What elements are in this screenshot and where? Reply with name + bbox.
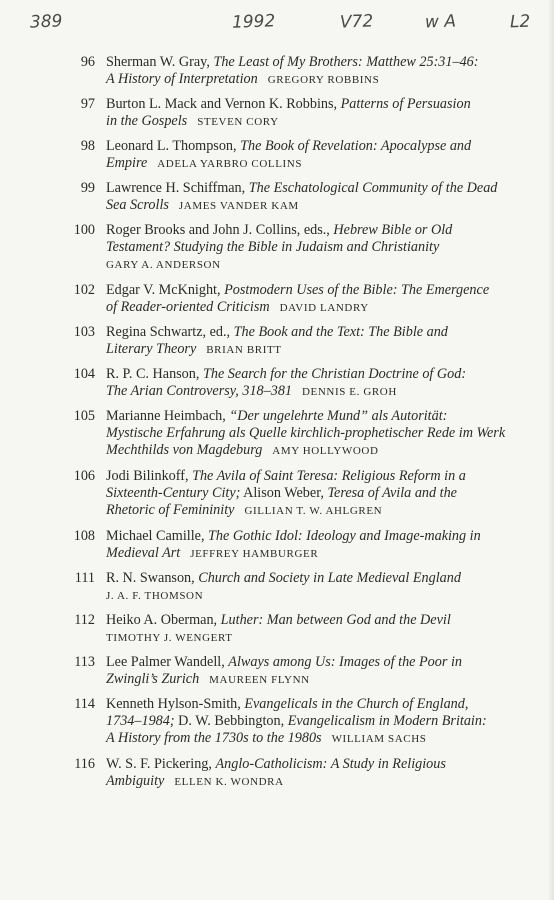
reviewer-name: GARY A. ANDERSON <box>106 259 221 271</box>
entry-line <box>106 773 536 791</box>
entry-page-number: 112 <box>74 612 95 628</box>
book-title: Luther: Man between God and the Devil <box>220 612 451 628</box>
book-author: W. S. F. Pickering, <box>106 756 216 772</box>
handwritten-note: V72 <box>339 11 374 33</box>
entry-page-number: 102 <box>73 282 95 298</box>
reviewer-name: TIMOTHY J. WENGERT <box>106 632 233 644</box>
book-title: The Gothic Idol: Ideology and Image-making in <box>208 528 481 544</box>
book-title: Literary Theory <box>106 341 197 357</box>
reviewer-name: BRIAN BRITT <box>206 344 282 356</box>
entry-line <box>106 113 536 131</box>
entry-line <box>106 629 536 647</box>
book-title: Teresa of Avila and the <box>327 485 457 501</box>
reviewer-name: STEVEN CORY <box>197 116 279 128</box>
entry-page-number: 116 <box>74 756 95 772</box>
entry-page-number: 103 <box>73 324 95 340</box>
entry-line <box>106 612 536 629</box>
reviewer-name: JEFFREY HAMBURGER <box>190 548 319 560</box>
entry-line <box>106 324 536 341</box>
handwritten-note: L2 <box>509 11 531 33</box>
book-title: Empire <box>106 155 148 171</box>
book-title: Medieval Art <box>106 545 181 561</box>
reviewer-name: AMY HOLLYWOOD <box>272 445 379 457</box>
entry-line <box>106 696 536 713</box>
book-title: Evangelicalism in Modern Britain: <box>287 713 487 729</box>
book-title: A History of Interpretation <box>106 71 258 87</box>
entry-line <box>106 383 536 401</box>
reviewer-name: MAUREEN FLYNN <box>209 674 310 686</box>
entry-text <box>106 138 536 173</box>
entry-text <box>106 222 536 274</box>
entry-line <box>106 570 536 587</box>
entry-line <box>106 180 536 197</box>
entry-text <box>106 96 536 131</box>
entry-page-number: 97 <box>80 96 95 112</box>
book-author: Michael Camille, <box>106 528 209 544</box>
book-title: Mechthilds von Magdeburg <box>106 442 263 458</box>
book-title: Mystische Erfahrung als Quelle kirchlich-prophetischer Rede im Werk <box>106 425 506 441</box>
entry-line <box>106 654 536 671</box>
book-author: R. P. C. Hanson, <box>106 366 203 382</box>
entry-line <box>106 442 536 460</box>
book-author: Marianne Heimbach, <box>106 408 230 424</box>
book-author: R. N. Swanson, <box>106 570 199 586</box>
entry-line <box>106 299 536 317</box>
book-author: Heiko A. Oberman, <box>106 612 221 628</box>
handwritten-note: w A <box>424 11 457 33</box>
book-author: Roger Brooks and John J. Collins, eds., <box>106 222 334 238</box>
book-title: 1734–1984; <box>106 713 175 729</box>
reviewer-name: J. A. F. THOMSON <box>106 590 204 602</box>
entry-text <box>106 324 536 359</box>
book-title: Sea Scrolls <box>106 197 169 213</box>
entry-line <box>106 528 536 545</box>
entry-line <box>106 54 536 71</box>
reviewer-name: DAVID LANDRY <box>279 302 369 314</box>
book-author: Lawrence H. Schiffman, <box>106 180 249 196</box>
entry-text <box>106 54 536 89</box>
entry-line <box>106 366 536 383</box>
book-author: Sherman W. Gray, <box>106 54 214 70</box>
book-author: Lee Palmer Wandell, <box>106 654 229 670</box>
entry-line <box>106 256 536 274</box>
book-title: The Least of My Brothers: Matthew 25:31–46: <box>213 54 479 70</box>
book-title: Evangelicals in the Church of England, <box>244 696 469 712</box>
entry-page-number: 113 <box>74 654 95 670</box>
entry-line <box>106 502 536 520</box>
book-title: Church and Society in Late Medieval England <box>198 570 461 586</box>
entry-text <box>106 654 536 689</box>
book-title: The Book and the Text: The Bible and <box>233 324 448 340</box>
reviewer-name: ADELA YARBRO COLLINS <box>157 158 303 170</box>
reviewer-name: GILLIAN T. W. AHLGREN <box>244 505 383 517</box>
book-author: Burton L. Mack and Vernon K. Robbins, <box>106 96 341 112</box>
reviewer-name: DENNIS E. GROH <box>302 386 397 398</box>
entry-line <box>106 239 536 256</box>
book-author: Kenneth Hylson-Smith, <box>106 696 245 712</box>
book-title: The Eschatological Community of the Dead <box>248 180 498 196</box>
reviewer-name: JAMES VANDER KAM <box>178 200 299 212</box>
book-title: Zwingli’s Zurich <box>106 671 200 687</box>
book-title: Sixteenth-Century City; <box>106 485 241 501</box>
entry-page-number: 114 <box>74 696 95 712</box>
entry-line <box>106 71 536 89</box>
book-author: Edgar V. McKnight, <box>106 282 225 298</box>
entry-page-number: 111 <box>74 570 95 586</box>
book-title: The Search for the Christian Doctrine of God: <box>202 366 467 382</box>
entry-line <box>106 671 536 689</box>
entry-line <box>106 138 536 155</box>
entry-page-number: 105 <box>73 408 95 424</box>
reviewer-name: WILLIAM SACHS <box>331 733 427 745</box>
entry-text <box>106 366 536 401</box>
book-title: Always among Us: Images of the Poor in <box>228 654 462 670</box>
entry-page-number: 96 <box>80 54 95 70</box>
book-title: The Avila of Saint Teresa: Religious Reform in a <box>192 468 466 484</box>
entry-line <box>106 408 536 425</box>
book-author: D. W. Bebbington, <box>174 713 288 729</box>
entry-page-number: 99 <box>80 180 95 196</box>
entry-page-number: 108 <box>73 528 95 544</box>
book-author: Leonard L. Thompson, <box>106 138 241 154</box>
page-edge-shadow <box>548 0 554 900</box>
entry-line <box>106 282 536 299</box>
book-title: Rhetoric of Femininity <box>106 502 235 518</box>
entry-text <box>106 756 536 791</box>
entry-line <box>106 468 536 485</box>
entry-text <box>106 696 536 748</box>
book-title: Hebrew Bible or Old <box>333 222 453 238</box>
book-title: The Book of Revelation: Apocalypse and <box>240 138 472 154</box>
reviewer-name: ELLEN K. WONDRA <box>174 776 284 788</box>
handwritten-note: 1992 <box>231 11 276 33</box>
entry-page-number: 98 <box>80 138 95 154</box>
entry-line <box>106 197 536 215</box>
entry-line <box>106 713 536 730</box>
entry-line <box>106 485 536 502</box>
entry-line <box>106 155 536 173</box>
entry-line <box>106 425 536 442</box>
entry-line <box>106 222 536 239</box>
book-author: Alison Weber, <box>240 485 328 501</box>
entry-line <box>106 341 536 359</box>
entry-line <box>106 545 536 563</box>
entry-text <box>106 282 536 317</box>
entry-line <box>106 756 536 773</box>
entry-text <box>106 528 536 563</box>
book-title: Postmodern Uses of the Bible: The Emergence <box>224 282 490 298</box>
book-author: Regina Schwartz, ed., <box>106 324 234 340</box>
entry-page-number: 106 <box>73 468 95 484</box>
entry-page-number: 100 <box>73 222 95 238</box>
entry-text <box>106 570 536 605</box>
book-title: “Der ungelehrte Mund” als Autorität: <box>229 408 448 424</box>
handwritten-note: 389 <box>29 11 63 33</box>
entry-page-number: 104 <box>73 366 95 382</box>
reviewer-name: GREGORY ROBBINS <box>267 74 380 86</box>
entry-line <box>106 96 536 113</box>
book-title: A History from the 1730s to the 1980s <box>106 730 322 746</box>
entry-text <box>106 468 536 520</box>
book-title: in the Gospels <box>106 113 188 129</box>
book-title: Anglo-Catholicism: A Study in Religious <box>215 756 446 772</box>
entry-text <box>106 612 536 647</box>
book-title: Ambiguity <box>106 773 165 789</box>
book-title: of Reader-oriented Criticism <box>106 299 270 315</box>
entry-line <box>106 730 536 748</box>
book-title: The Arian Controversy, 318–381 <box>106 383 293 399</box>
entry-text <box>106 180 536 215</box>
entry-line <box>106 587 536 605</box>
book-title: Testament? Studying the Bible in Judaism and Christianity <box>106 239 440 255</box>
book-author: Jodi Bilinkoff, <box>106 468 193 484</box>
book-title: Patterns of Persuasion <box>340 96 471 112</box>
entry-text <box>106 408 536 460</box>
